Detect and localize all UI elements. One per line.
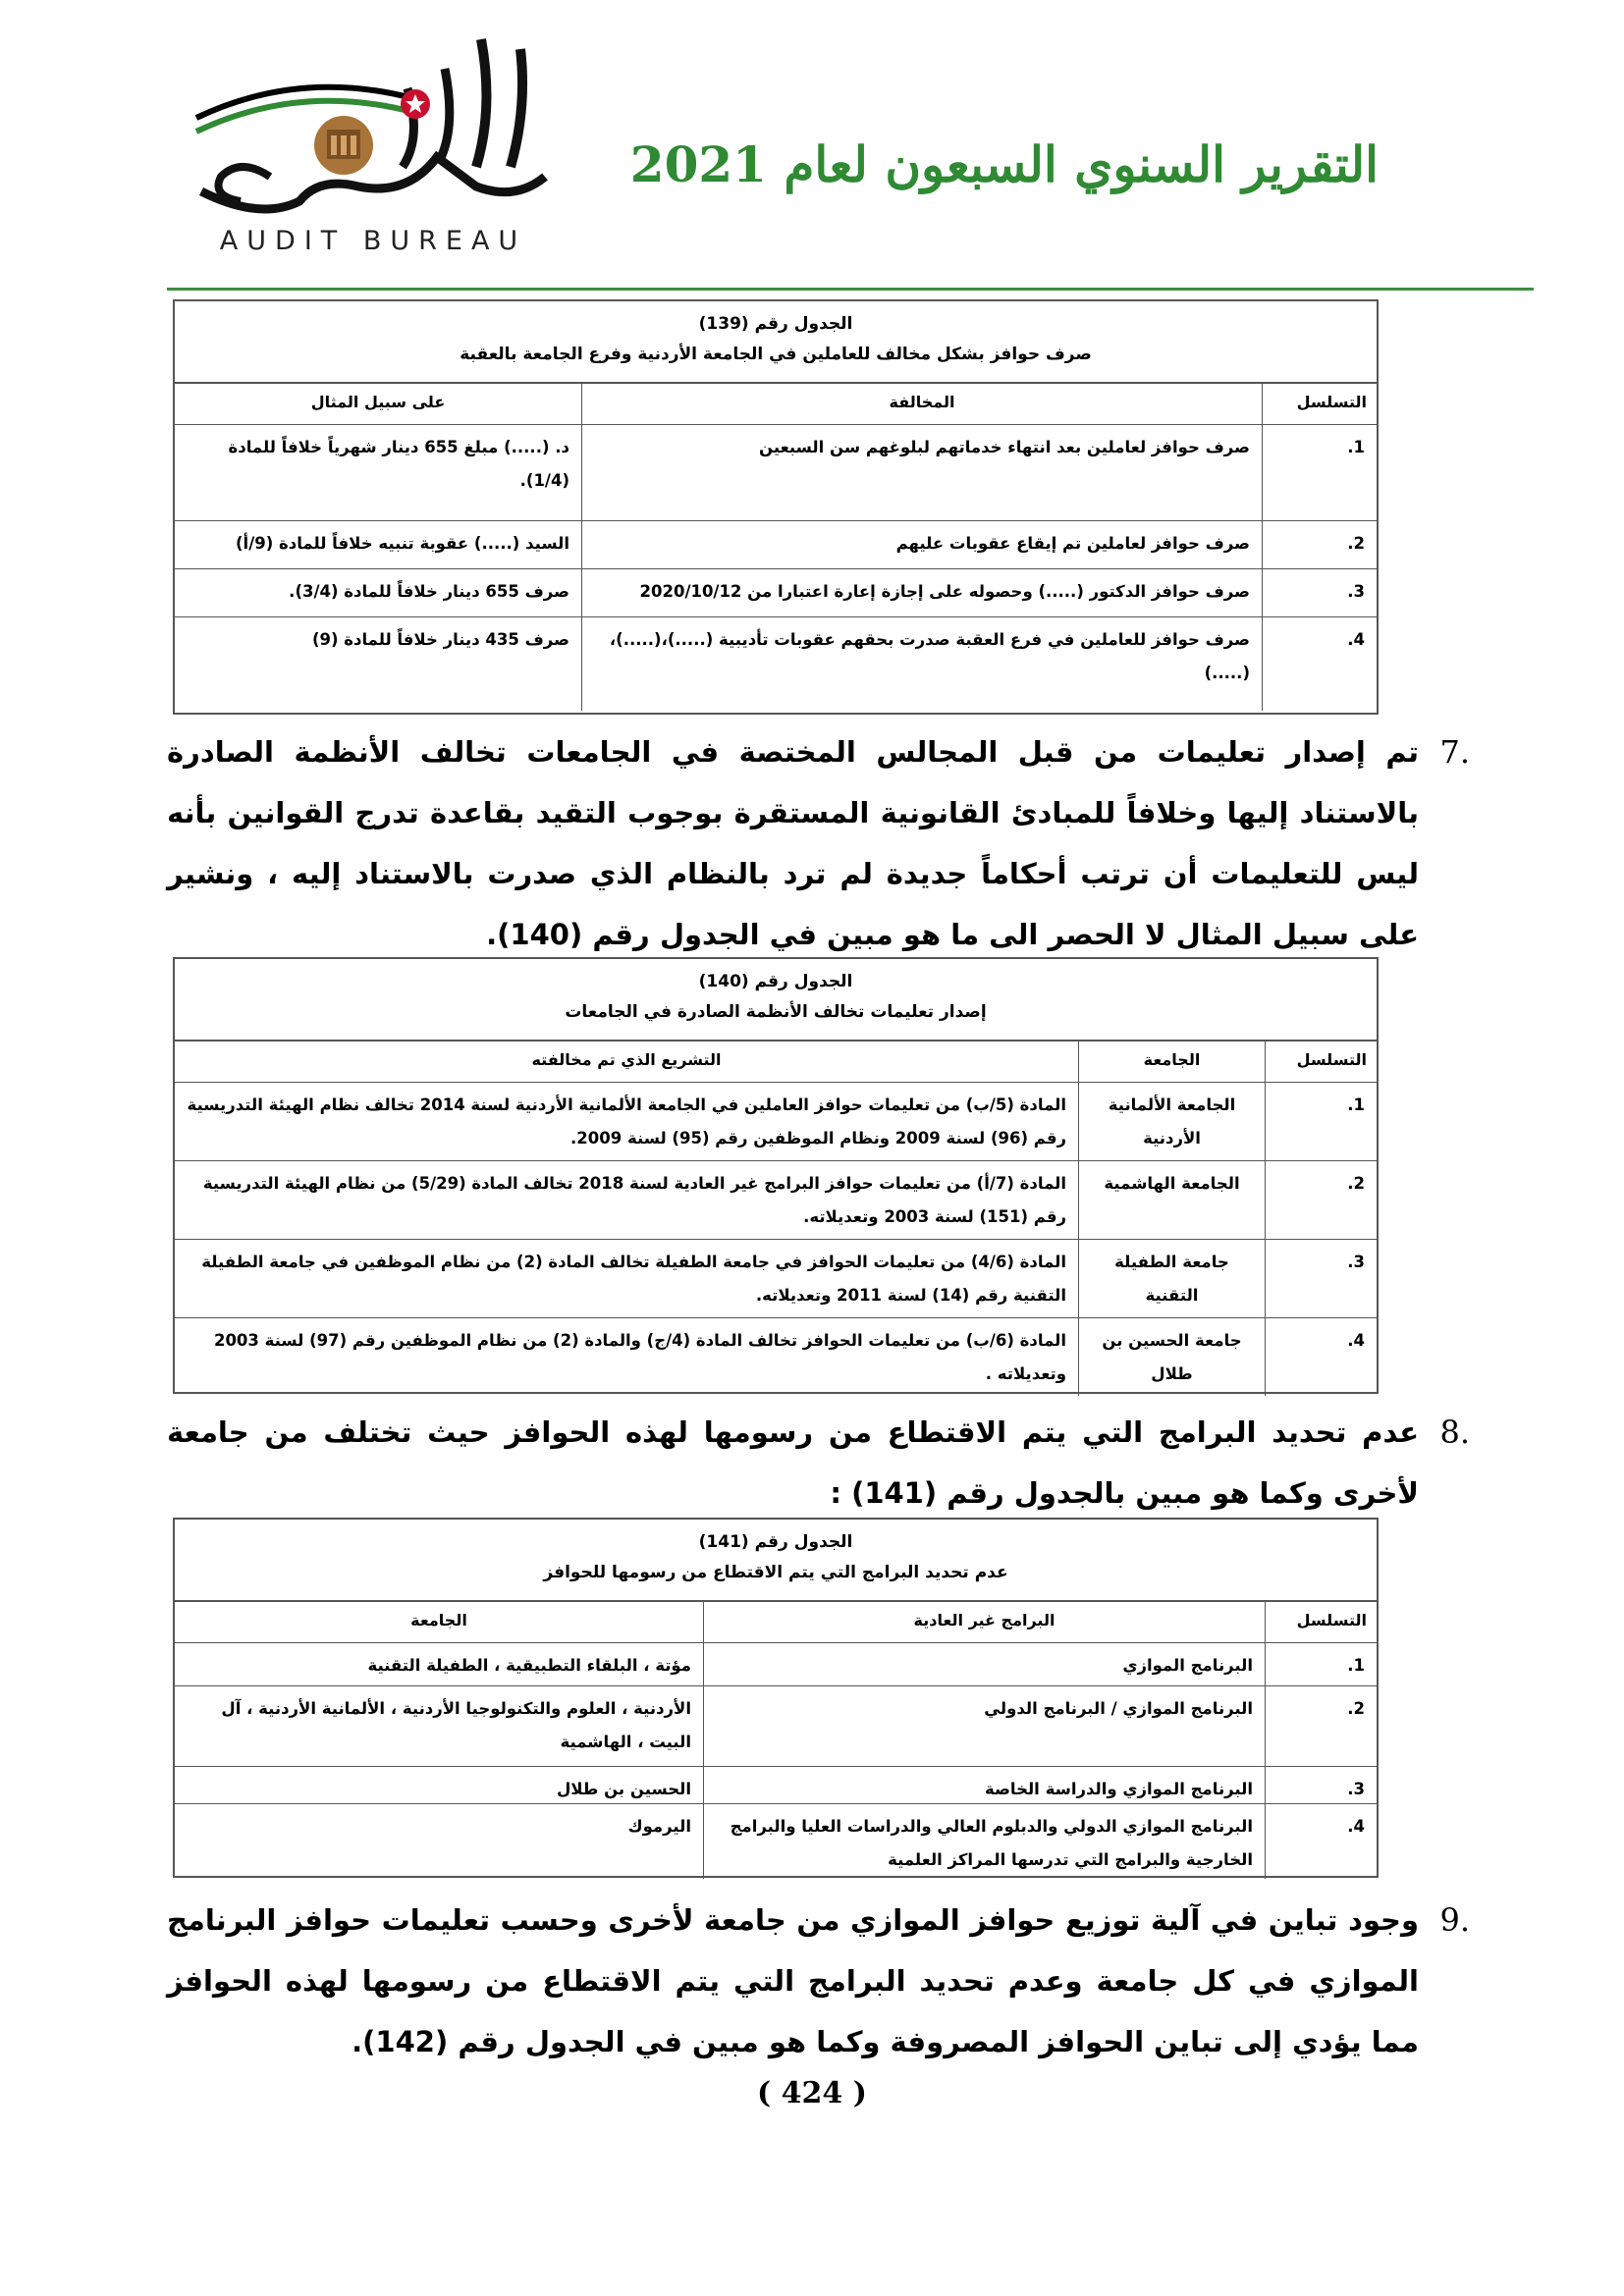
table-row [175,521,1377,569]
row-programs: البرنامج الموازي [703,1643,1265,1685]
table-row [175,1686,1377,1767]
row-seq: 3. [1265,1240,1377,1317]
column-header: التشريع الذي تم مخالفته [531,1050,722,1069]
page-header [0,0,1624,294]
table-row [175,425,1377,521]
table-number: الجدول رقم (139) [698,314,853,334]
audit-bureau-logo [182,29,565,265]
row-example: صرف 655 دينار خلافاً للمادة (3/4). [289,582,569,601]
paragraph-7 [167,721,1470,965]
paragraph-8 [167,1402,1470,1523]
paragraph-text: تم إصدار تعليمات من قبل المجالس المختصة في الجامعات تخالف الأنظمة الصادرة بالاستناد إليها وخلافاً للمبادئ القانونية المستقرة بوجوب التقيد بقاعدة تدرج القوانين بأنه ليس للتعليمات أن ترتب أحكاماً جديدة لم ترد بالنظام الذي صدرت بالاستناد إليه ، ونشير على سبيل المثال لا الحصر الى ما هو مبين في الجدول رقم (140). [167,735,1419,951]
column-header: البرامج غير العادية [703,1602,1265,1642]
row-seq: 4. [1265,1804,1377,1879]
row-seq: 4. [1265,1318,1377,1396]
row-seq: 1. [1265,1643,1377,1685]
logo-arabic-text: ديوان المحاسبة [361,88,368,89]
table-header-row [175,384,1377,425]
row-violation: صرف حوافز للعاملين في فرع العقبة صدرت بحقهم عقوبات تأديبية (.....)،(.....)،(.....) [581,617,1262,711]
row-legislation: المادة (7/أ) من تعليمات حوافز البرامج غير العادية لسنة 2018 تخالف المادة (5/29) من نظام الهيئة التدريسية رقم (151) لسنة 2003 وتعديلاته. [202,1174,1066,1226]
report-title: التقرير السنوي السبعون لعام 2021 [629,135,1379,193]
paragraph-text: عدم تحديد البرامج التي يتم الاقتطاع من رسومها لهذه الحوافز حيث تختلف من جامعة لأخرى وكما هو مبين بالجدول رقم (141) : [167,1415,1419,1510]
row-universities: اليرموك [627,1817,691,1836]
row-universities: الحسين بن طلال [556,1780,691,1798]
logo-graphic [182,29,565,226]
table-139 [173,299,1379,715]
column-header: الجامعة [410,1611,467,1629]
table-140 [173,957,1379,1394]
row-seq: 2. [1262,521,1377,568]
paragraph-text: وجود تباين في آلية توزيع حوافز الموازي من جامعة لأخرى وحسب تعليمات حوافز البرنامج الموازي في كل جامعة وعدم تحديد البرامج التي يتم الاقتطاع من رسومها لهذه الحوافز مما يؤدي إلى تباين الحوافز المصروفة وكما هو مبين في الجدول رقم (142). [167,1903,1419,2058]
row-universities: الأردنية ، العلوم والتكنولوجيا الأردنية ، الألمانية الأردنية ، آل البيت ، الهاشمية [221,1699,691,1751]
table-title: عدم تحديد البرامج التي يتم الاقتطاع من رسومها للحوافز [543,1563,1008,1582]
table-header-row [175,1602,1377,1643]
row-programs: البرنامج الموازي الدولي والدبلوم العالي والدراسات العليا والبرامج الخارجية والبرامج التي تدرسها المراكز العلمية [703,1804,1265,1879]
row-seq: 3. [1262,569,1377,616]
table-caption [175,301,1377,384]
row-programs: البرنامج الموازي / البرنامج الدولي [703,1686,1265,1766]
column-header: التسلسل [1265,1041,1377,1082]
row-universities: مؤتة ، البلقاء التطبيقية ، الطفيلة التقنية [367,1656,691,1675]
column-header: الجامعة [1078,1041,1265,1082]
column-header: التسلسل [1265,1602,1377,1642]
row-programs: البرنامج الموازي والدراسة الخاصة [703,1767,1265,1803]
row-violation: صرف حوافز لعاملين بعد انتهاء خدماتهم لبلوغهم سن السبعين [581,425,1262,520]
row-legislation: المادة (4/6) من تعليمات الحوافز في جامعة الطفيلة تخالف المادة (2) من نظام الموظفين في جامعة الطفيلة التقنية رقم (14) لسنة 2011 وتعديلاته. [201,1253,1066,1305]
table-row [175,1240,1377,1318]
header-divider [167,288,1534,291]
column-header: المخالفة [581,384,1262,424]
row-university: الجامعة الألمانية الأردنية [1078,1083,1265,1160]
row-violation: صرف حوافز الدكتور (.....) وحصوله على إجازة إعارة اعتبارا من 2020/10/12 [581,569,1262,616]
column-header: على سبيل المثال [310,393,446,411]
paragraph-number: 8. [1439,1414,1470,1451]
row-seq: 1. [1262,425,1377,520]
row-university: الجامعة الهاشمية [1078,1161,1265,1239]
row-example: د. (.....) مبلغ 655 دينار شهرياً خلافاً للمادة (1/4). [228,438,569,490]
paragraph-9 [167,1890,1470,2072]
table-141 [173,1518,1379,1878]
table-header-row [175,1041,1377,1083]
table-row [175,569,1377,617]
table-caption [175,1520,1377,1602]
paragraph-number: 7. [1439,733,1470,771]
row-seq: 2. [1265,1161,1377,1239]
row-university: جامعة الطفيلة التقنية [1078,1240,1265,1317]
table-caption [175,959,1377,1041]
row-seq: 4. [1262,617,1377,711]
table-title: صرف حوافز بشكل مخالف للعاملين في الجامعة الأردنية وفرع الجامعة بالعقبة [460,345,1092,364]
row-seq: 1. [1265,1083,1377,1160]
column-header: التسلسل [1262,384,1377,424]
table-row [175,1318,1377,1396]
logo-english-caption: AUDIT BUREAU [219,226,527,256]
table-title: إصدار تعليمات تخالف الأنظمة الصادرة في الجامعات [565,1002,987,1022]
row-legislation: المادة (5/ب) من تعليمات حوافز العاملين في الجامعة الألمانية الأردنية لسنة 2014 تخالف نظام الهيئة التدريسية رقم (96) لسنة 2009 ونظام الموظفين رقم (95) لسنة 2009. [187,1095,1066,1148]
table-row [175,1804,1377,1879]
row-violation: صرف حوافز لعاملين تم إيقاع عقوبات عليهم [581,521,1262,568]
table-row [175,1161,1377,1240]
table-row [175,1767,1377,1804]
table-row [175,1083,1377,1161]
row-example: صرف 435 دينار خلافاً للمادة (9) [311,630,569,649]
table-row [175,1643,1377,1686]
table-number: الجدول رقم (140) [698,972,853,991]
paragraph-number: 9. [1439,1901,1470,1939]
row-seq: 3. [1265,1767,1377,1803]
row-legislation: المادة (6/ب) من تعليمات الحوافز تخالف المادة (4/ج) والمادة (2) من نظام الموظفين رقم (97) لسنة 2003 وتعديلاته . [213,1331,1066,1383]
table-number: الجدول رقم (141) [698,1532,853,1552]
row-example: السيد (.....) عقوبة تنبيه خلافاً للمادة (9/أ) [236,534,569,553]
table-row [175,617,1377,711]
row-seq: 2. [1265,1686,1377,1766]
row-university: جامعة الحسين بن طلال [1078,1318,1265,1396]
page-number: ( 424 ) [757,2076,867,2110]
